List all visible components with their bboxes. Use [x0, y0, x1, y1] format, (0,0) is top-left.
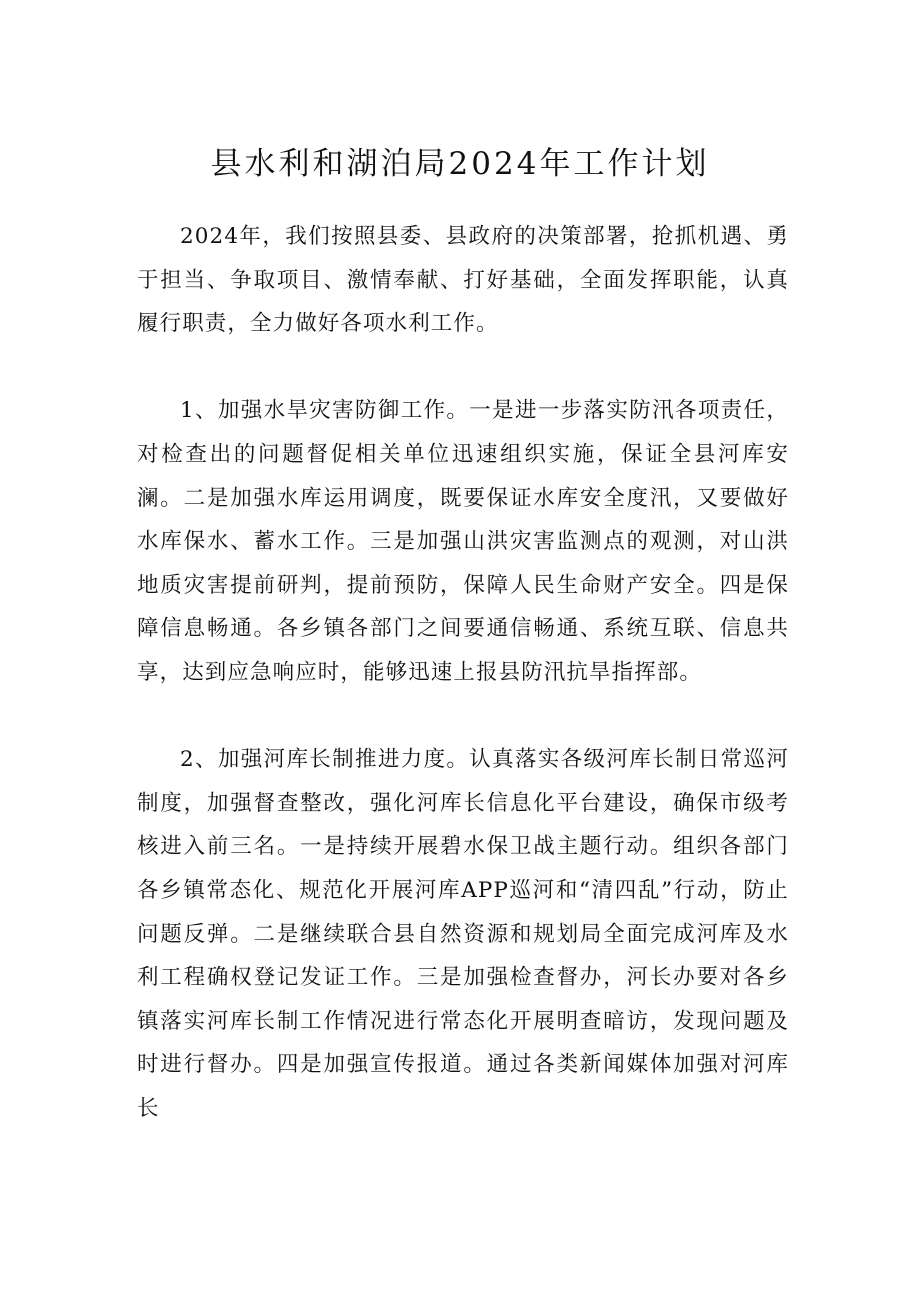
paragraph-spacer: [137, 346, 789, 390]
section-2-paragraph: 2、加强河库长制推进力度。认真落实各级河库长制日常巡河制度，加强督查整改，强化河库长信息化平台建设，确保市级考核进入前三名。一是持续开展碧水保卫战主题行动。组织各部门各乡镇常态化、规范化开展河库APP巡河和“清四乱”行动，防止问题反弹。二是继续联合县自然资源和规划局全面完成河库及水利工程确权登记发证工作。三是加强检查督办，河长办要对各乡镇落实河库长制工作情况进行常态化开展明查暗访，发现问题及时进行督办。四是加强宣传报道。通过各类新闻媒体加强对河库长: [137, 747, 789, 1121]
document-title: 县水利和湖泊局2024年工作计划: [210, 146, 710, 182]
document-body: [137, 215, 789, 1130]
intro-paragraph: 2024年，我们按照县委、县政府的决策部署，抢抓机遇、勇于担当、争取项目、激情奉献、打好基础，全面发挥职能，认真履行职责，全力做好各项水利工作。: [137, 224, 789, 337]
paragraph-spacer: [137, 695, 789, 739]
section-1-paragraph: 1、加强水旱灾害防御工作。一是进一步落实防汛各项责任，对检查出的问题督促相关单位迅速组织实施，保证全县河库安澜。二是加强水库运用调度，既要保证水库安全度汛，又要做好水库保水、蓄水工作。三是加强山洪灾害监测点的观测，对山洪地质灾害提前研判，提前预防，保障人民生命财产安全。四是保障信息畅通。各乡镇各部门之间要通信畅通、系统互联、信息共享，达到应急响应时，能够迅速上报县防汛抗旱指挥部。: [137, 398, 789, 685]
